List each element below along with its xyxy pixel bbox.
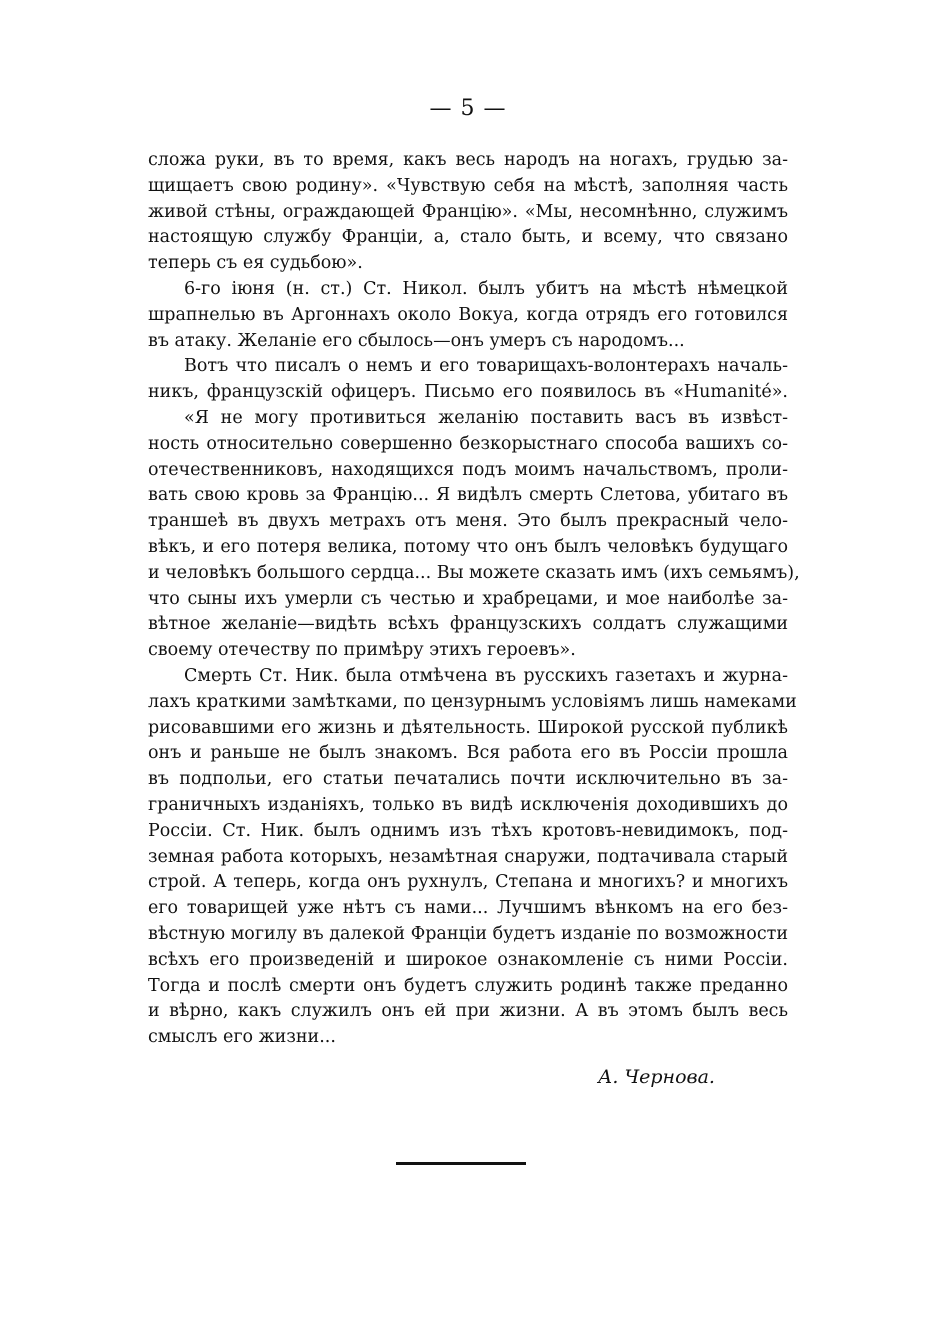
paragraph-2 xyxy=(148,277,788,354)
text-line: «Я не могу противиться желанію поставить васъ въ извѣст- xyxy=(184,407,788,428)
body-text xyxy=(148,148,800,1051)
paragraph-4-quote xyxy=(148,406,800,664)
text-line: шрапнелью въ Аргоннахъ около Вокуа, когда отрядъ его готовился xyxy=(148,304,788,325)
text-line: въ подпольи, его статьи печатались почти исключительно въ за- xyxy=(148,769,788,790)
text-line: отечественниковъ, находящихся подъ моимъ начальствомъ, проли- xyxy=(148,459,788,480)
text-line: всѣхъ его произведеній и широкое ознакомленіе съ ними Россіи. xyxy=(148,949,788,970)
text-line: строй. А теперь, когда онъ рухнулъ, Степана и многихъ? и многихъ xyxy=(148,872,788,893)
end-rule-divider xyxy=(396,1162,526,1165)
text-line: граничныхъ изданіяхъ, только въ видѣ исключенія доходившихъ до xyxy=(148,794,788,815)
text-line: вѣтное желаніе—видѣть всѣхъ французскихъ солдатъ служащими xyxy=(148,614,788,635)
text-line: лахъ краткими замѣтками, по цензурнымъ условіямъ лишь намеками xyxy=(148,691,797,712)
text-line: своему отечеству по примѣру этихъ героевъ». xyxy=(148,640,576,661)
text-line: его товарищей уже нѣтъ съ нами... Лучшимъ вѣнкомъ на его без- xyxy=(148,898,788,919)
text-line: Россіи. Ст. Ник. былъ однимъ изъ тѣхъ кротовъ-невидимокъ, под- xyxy=(148,820,788,841)
text-line: настоящую службу Франціи, а, стало быть, и всему, что связано xyxy=(148,227,788,248)
text-line: рисовавшими его жизнь и дѣятельность. Широкой русской публикѣ xyxy=(148,717,788,738)
paragraph-3 xyxy=(148,354,788,406)
text-line: Тогда и послѣ смерти онъ будетъ служить родинѣ также преданно xyxy=(148,975,788,996)
text-line: что сыны ихъ умерли съ честью и храбрецами, и мое наиболѣе за- xyxy=(148,588,788,609)
text-line: Смерть Ст. Ник. была отмѣчена въ русскихъ газетахъ и журна- xyxy=(184,665,788,686)
text-line: щищаетъ свою родину». «Чувствую себя на мѣстѣ, заполняя часть xyxy=(148,175,788,196)
text-line: вѣкъ, и его потеря велика, потому что онъ былъ человѣкъ будущаго xyxy=(148,536,788,557)
text-line: 6-го іюня (н. ст.) Ст. Никол. былъ убитъ на мѣстѣ нѣмецкой xyxy=(184,278,788,299)
text-line: земная работа которыхъ, незамѣтная снаружи, подтачивала старый xyxy=(148,846,788,867)
text-line: вать свою кровь за Францію... Я видѣлъ смерть Слетова, убитаго въ xyxy=(148,485,788,506)
text-line: сложа руки, въ то время, какъ весь народъ на ногахъ, грудью за- xyxy=(148,150,788,170)
text-line: вѣстную могилу въ далекой Франціи будетъ изданіе по возможности xyxy=(148,923,788,944)
text-line: и человѣкъ большого сердца... Вы можете сказать имъ (ихъ семьямъ), xyxy=(148,562,800,583)
text-line: въ атаку. Желаніе его сбылось—онъ умеръ съ народомъ... xyxy=(148,330,685,351)
text-line: живой стѣны, ограждающей Францію». «Мы, несомнѣнно, служимъ xyxy=(148,201,788,222)
text-line: никъ, французскій офицеръ. Письмо его появилось въ «Humanité». xyxy=(148,382,788,403)
paragraph-1 xyxy=(148,148,788,277)
text-line: траншеѣ въ двухъ метрахъ отъ меня. Это былъ прекрасный чело- xyxy=(148,511,788,532)
author-signature: А. Чернова. xyxy=(598,1066,715,1088)
text-line: онъ и раньше не былъ знакомъ. Вся работа его въ Россіи прошла xyxy=(148,743,788,764)
paragraph-5 xyxy=(148,664,797,1051)
text-line: теперь съ ея судьбою». xyxy=(148,253,363,274)
text-line: смыслъ его жизни... xyxy=(148,1027,336,1048)
text-line: ность относительно совершенно безкорыстнаго способа вашихъ со- xyxy=(148,433,788,454)
page-number: — 5 — xyxy=(429,96,507,121)
text-line: и вѣрно, какъ служилъ онъ ей при жизни. А въ этомъ былъ весь xyxy=(148,1001,788,1022)
text-line: Вотъ что писалъ о немъ и его товарищахъ-волонтерахъ началь- xyxy=(184,356,788,377)
